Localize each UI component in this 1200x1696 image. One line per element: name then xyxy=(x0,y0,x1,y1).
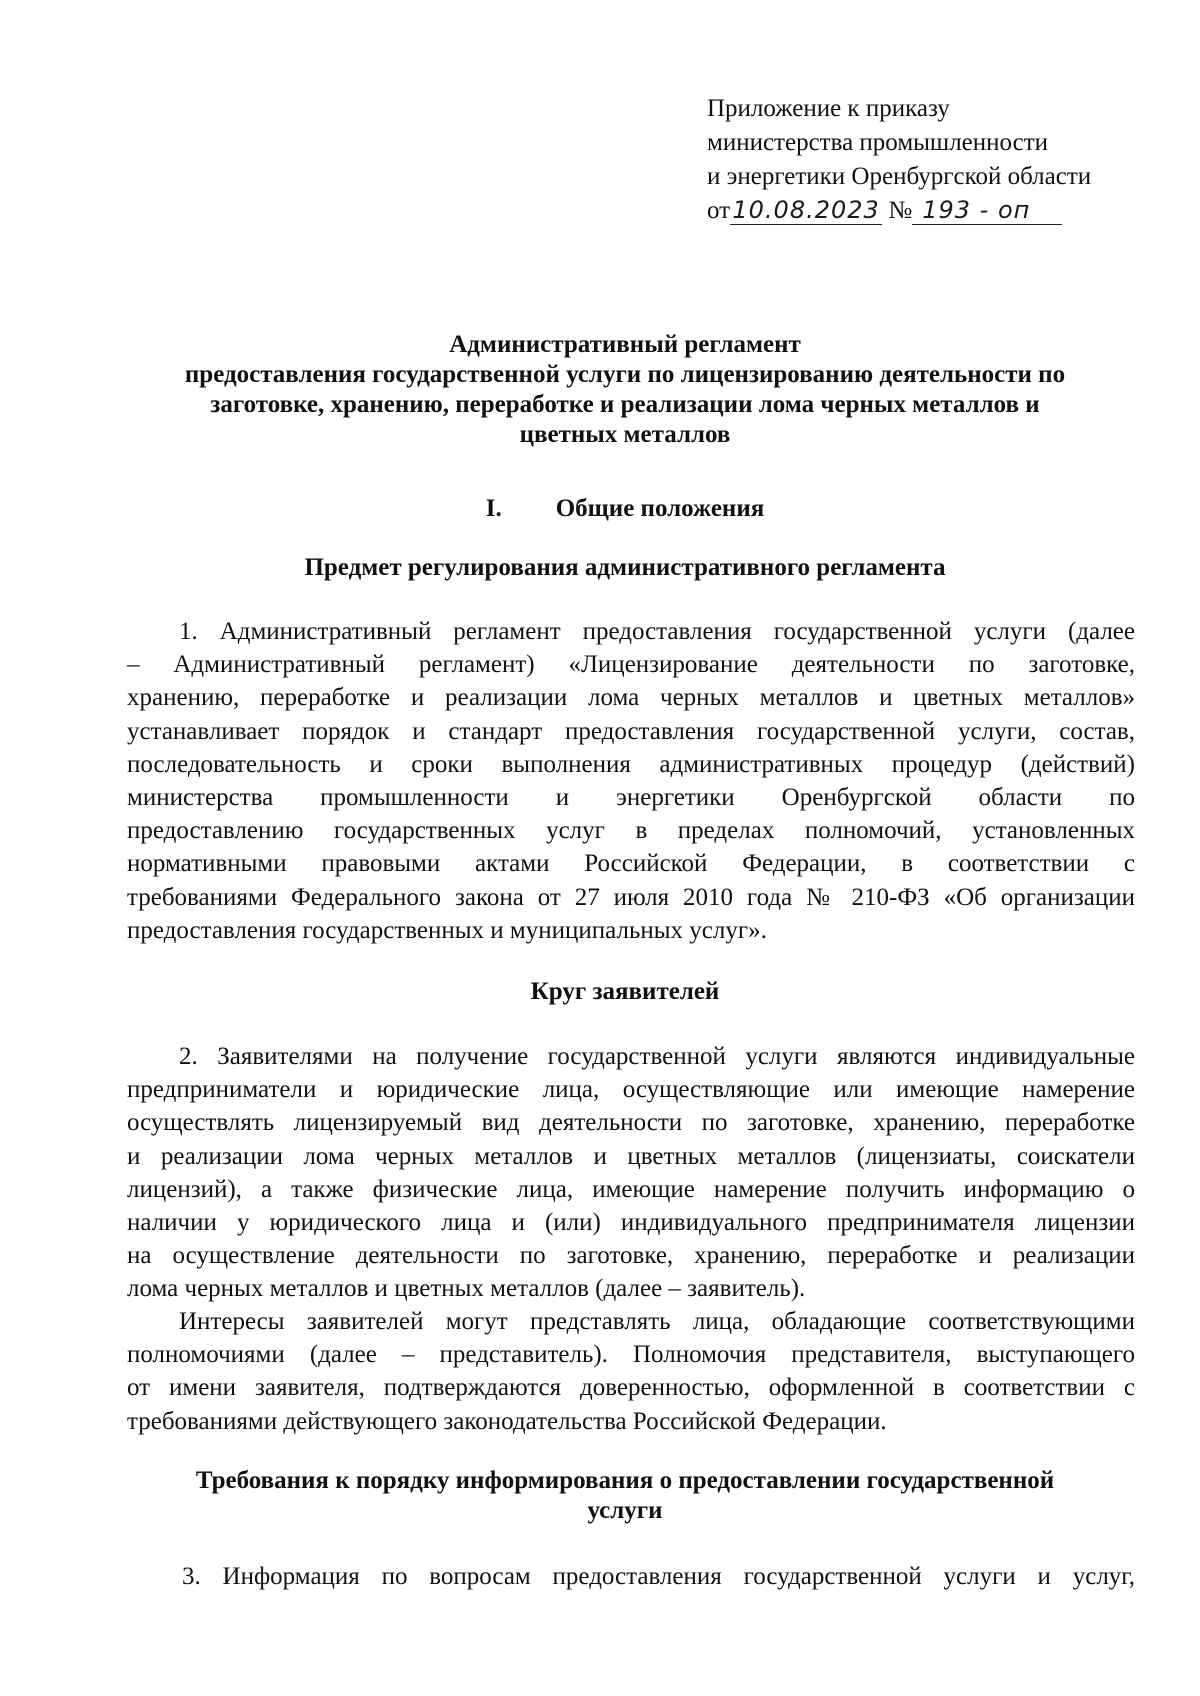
subheading-applicants-text: Круг заявителей xyxy=(530,978,720,1005)
paragraph-line: от имени заявителя, подтверждаются доверенностью, оформленной в соответствии с xyxy=(127,1374,1135,1402)
title-line-2: предоставления государственной услуги по лицензированию деятельности по xyxy=(184,361,1066,388)
paragraph-2 xyxy=(127,1040,1135,1306)
subheading-subject xyxy=(120,553,1130,583)
title-line-4: цветных металлов xyxy=(519,421,731,448)
appendix-order-line xyxy=(707,194,1091,228)
date-prefix: от xyxy=(707,197,731,224)
title-line-1: Административный регламент xyxy=(449,331,801,358)
section-title: Общие положения xyxy=(555,495,765,522)
order-number-field xyxy=(912,197,1062,225)
appendix-line-3: и энергетики Оренбургской области xyxy=(707,163,1092,190)
paragraph-line: министерства промышленности и энергетики Оренбургской области по xyxy=(127,783,1135,811)
paragraph-line: – Административный регламент) «Лицензирование деятельности по заготовке, xyxy=(127,651,1135,679)
paragraph-line: предоставлению государственных услуг в пределах полномочий, установленных xyxy=(127,817,1135,845)
paragraph-4 xyxy=(127,1560,1135,1593)
paragraph-line: последовательность и сроки выполнения административных процедур (действий) xyxy=(127,750,1135,778)
paragraph-line: лицензий), а также физические лица, имеющие намерение получить информацию о xyxy=(127,1175,1135,1203)
subheading-informing-line-1: Требования к порядку информирования о предоставлении государственной xyxy=(195,1467,1055,1494)
subheading-applicants xyxy=(120,977,1130,1007)
paragraph-line: и реализации лома черных металлов и цветных металлов (лицензиаты, соискатели xyxy=(127,1142,1135,1170)
paragraph-line: требованиями действующего законодательства Российской Федерации. xyxy=(127,1407,887,1435)
section-number: I. xyxy=(485,495,502,522)
paragraph-line: 1. Административный регламент предоставления государственной услуги (далее xyxy=(179,618,1135,645)
paragraph-line: лома черных металлов и цветных металлов (далее – заявитель). xyxy=(127,1275,806,1303)
paragraph-line: осуществлять лицензируемый вид деятельности по заготовке, хранению, переработке xyxy=(127,1109,1135,1137)
paragraph-line: на осуществление деятельности по заготовке, хранению, переработке и реализации xyxy=(127,1242,1135,1270)
appendix-block xyxy=(707,92,1091,228)
section-heading xyxy=(120,494,1130,524)
paragraph-line: устанавливает порядок и стандарт предоставления государственной услуги, состав, xyxy=(127,717,1135,745)
paragraph-line: полномочиями (далее – представитель). Полномочия представителя, выступающего xyxy=(127,1341,1135,1369)
subheading-informing xyxy=(120,1466,1130,1526)
paragraph-line: наличии у юридического лица и (или) индивидуального предпринимателя лицензии xyxy=(127,1208,1135,1236)
paragraph-line: нормативными правовыми актами Российской Федерации, в соответствии с xyxy=(127,850,1135,878)
paragraph-3 xyxy=(127,1305,1135,1438)
subheading-informing-line-2: услуги xyxy=(587,1497,663,1524)
number-sign: № xyxy=(888,197,913,224)
paragraph-line: Интересы заявителей могут представлять лица, обладающие соответствующими xyxy=(179,1308,1135,1335)
order-date-field xyxy=(730,197,882,225)
paragraph-line: хранению, переработке и реализации лома черных металлов и цветных металлов» xyxy=(127,684,1135,712)
order-number-handwritten: 193 - оп xyxy=(922,196,1031,224)
title-line-3: заготовке, хранению, переработке и реализации лома черных металлов и xyxy=(210,391,1040,418)
paragraph-line: 2. Заявителями на получение государственной услуги являются индивидуальные xyxy=(179,1043,1135,1070)
paragraph-line: 3. Информация по вопросам предоставления государственной услуги и услуг, xyxy=(182,1563,1135,1590)
order-date-handwritten: 10.08.2023 xyxy=(732,196,880,224)
paragraph-line: требованиями Федерального закона от 27 июля 2010 года № 210-ФЗ «Об организации xyxy=(127,883,1135,911)
paragraph-line: предоставления государственных и муниципальных услуг». xyxy=(127,916,767,944)
appendix-line-1: Приложение к приказу xyxy=(707,95,950,122)
paragraph-1 xyxy=(127,615,1135,947)
document-title xyxy=(120,330,1130,450)
appendix-line-2: министерства промышленности xyxy=(707,129,1049,156)
subheading-subject-text: Предмет регулирования административного регламента xyxy=(304,554,946,581)
paragraph-line: предприниматели и юридические лица, осуществляющие или имеющие намерение xyxy=(127,1076,1135,1104)
